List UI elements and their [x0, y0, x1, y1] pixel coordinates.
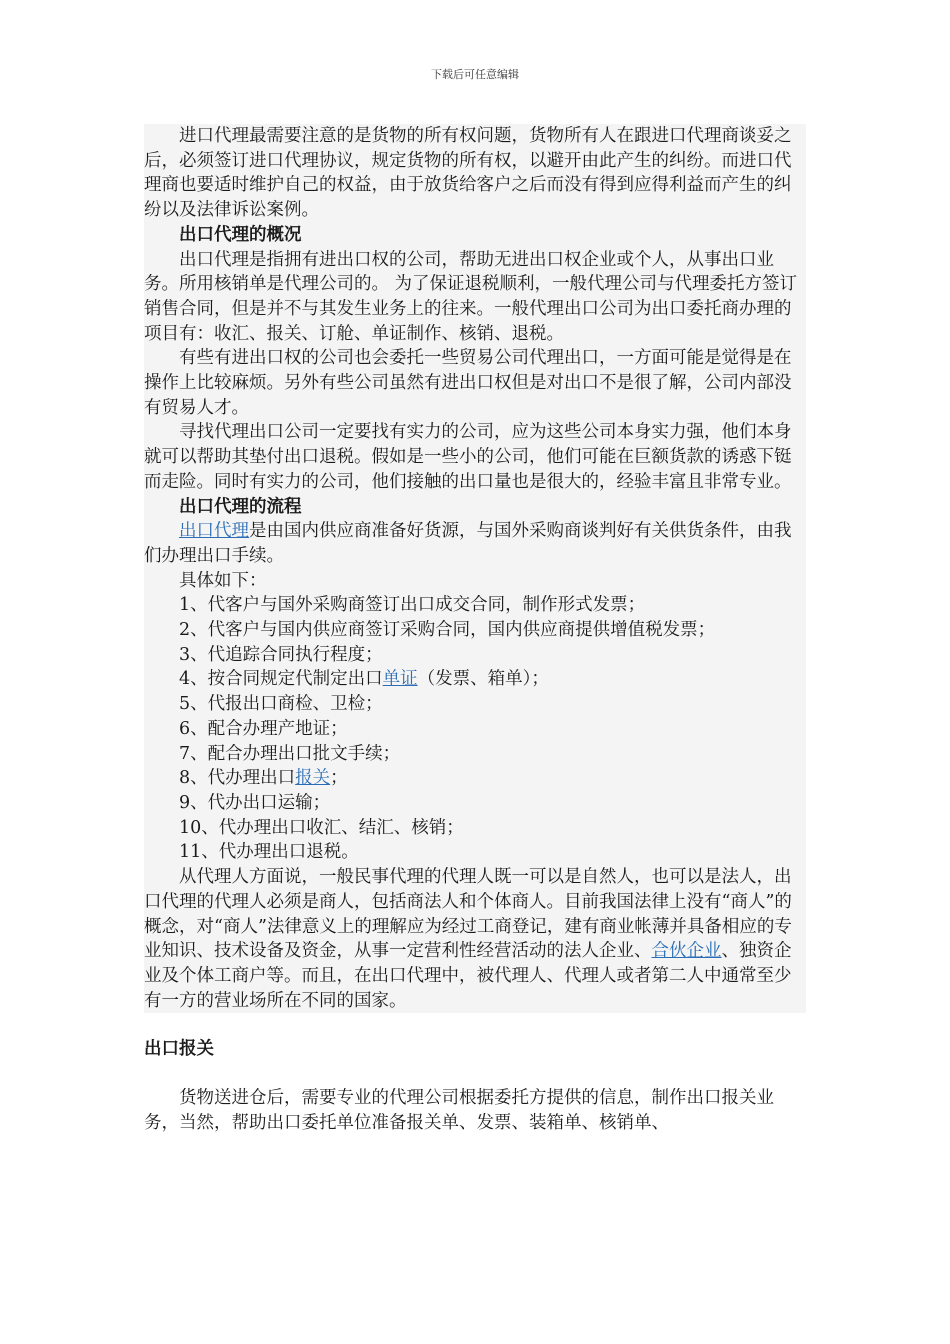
paragraph-trading-companies: 有些有进出口权的公司也会委托一些贸易公司代理出口，一方面可能是觉得是在操作上比较麻烦。另外有些公司虽然有进出口权但是对出口不是很了解，公司内部没有贸易人才。: [144, 348, 792, 418]
link-export-agency[interactable]: 出口代理: [179, 521, 249, 542]
link-documents[interactable]: 单证: [382, 669, 418, 690]
list-item: 6、配合办理产地证；: [179, 718, 348, 739]
list-item: 3、代追踪合同执行程度；: [179, 644, 383, 665]
list-item: 5、代报出口商检、卫检；: [179, 694, 383, 715]
list-item: 10、代办理出口收汇、结汇、核销；: [179, 817, 464, 838]
document-body: [144, 124, 806, 1135]
paragraph-export-definition: 出口代理是指拥有进出口权的公司，帮助无进出口权企业或个人，从事出口业务。所用核销单是代理公司的。 为了保证退税顺利，一般代理公司与代理委托方签订销售合同，但是并不与其发生业务上的往来。一般代理出口公司为出口委托商办理的项目有：收汇、报关、订舱、单证制作、核销、退税。: [144, 249, 798, 344]
agent-text-b: 、独资企业及个体工商户等。而且，在出口代理中，被代理人、代理人或者第二人中通常至少有一方的营业场所在不同的国家。: [144, 941, 792, 1011]
list-item: 11、代办理出口退税。: [179, 842, 359, 863]
process-intro-text: 是由国内供应商准备好货源，与国外采购商谈判好有关供货条件，由我们办理出口手续。: [144, 521, 792, 566]
heading-export-customs: 出口报关: [144, 1039, 214, 1060]
list-item: 7、配合办理出口批文手续；: [179, 743, 401, 764]
paragraph-find-agent: 寻找代理出口公司一定要找有实力的公司，应为这些公司本身实力强，他们本身就可以帮助其垫付出口退税。假如是一些小的公司，他们可能在巨额货款的诱惑下铤而走险。同时有实力的公司，他们接触的出口量也是很大的，经验丰富且非常专业。: [144, 422, 792, 492]
paragraph-customs-process: 货物送进仓后，需要专业的代理公司根据委托方提供的信息，制作出口报关业务，当然，帮助出口委托单位准备报关单、发票、装箱单、核销单、: [144, 1088, 774, 1133]
list-item-text: ；: [330, 768, 348, 789]
agent-text-a: 从代理人方面说，一般民事代理的代理人既一可以是自然人，也可以是法人，出口代理的代理人必须是商人，包括商法人和个体商人。目前我国法律上没有“商人”的概念，对“商人”法律意义上的理解应为经过工商登记，建有商业帐薄并具备相应的专业知识、技术设备及资金，从事一定营利性经营活动的法人企业、: [144, 867, 792, 962]
spacer: [144, 1062, 806, 1086]
paragraph-process-intro: [144, 519, 806, 568]
spacer: [144, 1013, 806, 1037]
list-item-text: 4、按合同规定代制定出口: [179, 669, 383, 690]
list-item-text: 8、代办理出口: [179, 768, 296, 789]
heading-export-process: 出口代理的流程: [179, 496, 302, 517]
paragraph-details-label: 具体如下：: [179, 570, 267, 591]
list-item: 1、代客户与国外采购商签订出口成交合同，制作形式发票；: [179, 595, 646, 616]
list-item-text: （发票、箱单）；: [417, 669, 549, 690]
paragraph-agent-qualification: [144, 865, 806, 1013]
list-item: 9、代办出口运输；: [179, 792, 331, 813]
list-item: [144, 667, 806, 692]
list-item: [144, 766, 806, 791]
shaded-block: [144, 124, 806, 1013]
link-partnership[interactable]: 合伙企业: [651, 941, 722, 962]
list-item: 2、代客户与国内供应商签订采购合同，国内供应商提供增值税发票；: [179, 620, 716, 641]
link-customs-declaration[interactable]: 报关: [295, 768, 331, 789]
paragraph-import-agency: 进口代理最需要注意的是货物的所有权问题，货物所有人在跟进口代理商谈妥之后，必须签订进口代理协议，规定货物的所有权，以避开由此产生的纠纷。而进口代理商也要适时维护自己的权益，由于放货给客户之后而没有得到应得利益而产生的纠纷以及法律诉讼案例。: [144, 126, 792, 221]
page-header: 下载后可任意编辑: [431, 68, 519, 81]
heading-export-overview: 出口代理的概况: [179, 224, 302, 245]
